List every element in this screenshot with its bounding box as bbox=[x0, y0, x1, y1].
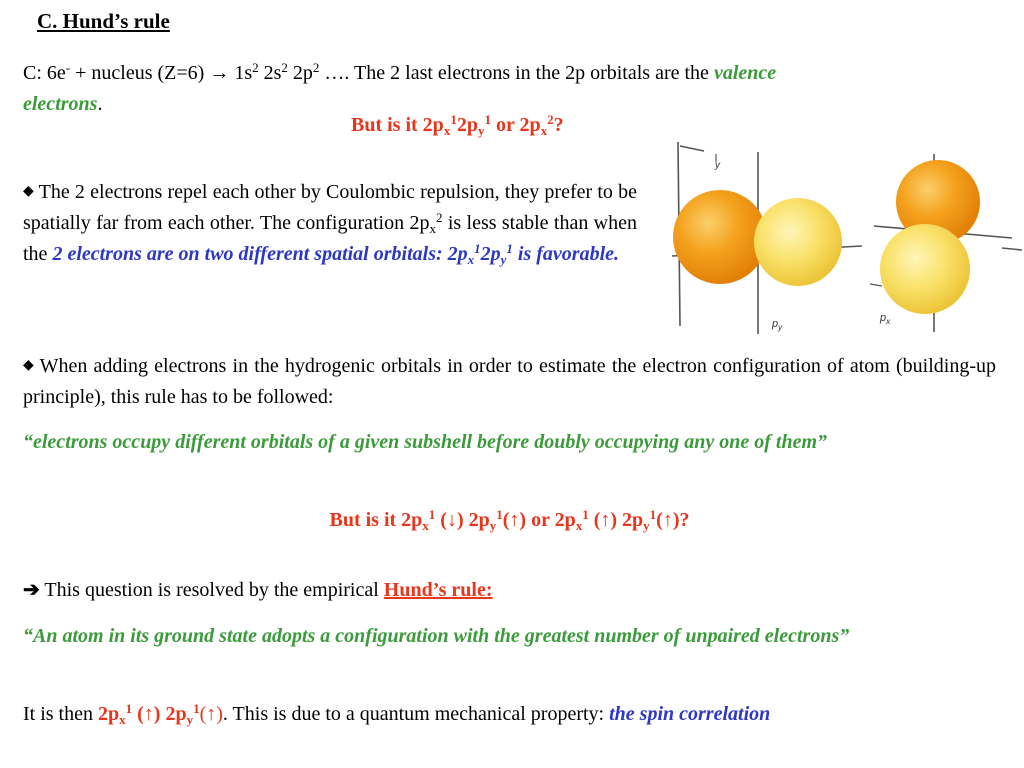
y-axis-label: y bbox=[715, 160, 720, 171]
spin-correlation-term: the spin correlation bbox=[609, 703, 771, 725]
px-orbital-drawing bbox=[870, 154, 1022, 332]
question-1: But is it $2p_x^12p_y^1$ or $2p_x^2$? bbox=[351, 111, 564, 138]
diamond-bullet-icon: ◆ bbox=[23, 184, 34, 199]
py-orbital-drawing bbox=[672, 142, 862, 334]
orbital-lobe-yellow bbox=[754, 198, 842, 286]
hunds-rule-quote: “An atom in its ground state adopts a configuration with the greatest number of unpaired electrons” bbox=[23, 625, 850, 647]
resolved-line: ➔ This question is resolved by the empirical Hund’s rule: bbox=[23, 579, 493, 601]
electrons-term: electrons bbox=[23, 93, 98, 115]
diamond-bullet-icon: ◆ bbox=[23, 358, 34, 373]
orbital-lobe-yellow bbox=[880, 224, 970, 314]
right-arrow-icon: ➔ bbox=[23, 579, 40, 601]
py-label: $p_y$ bbox=[772, 318, 783, 332]
slide-title: C. Hund’s rule bbox=[37, 9, 170, 33]
question-2: But is it $2p_x^1$ (↓) $2p_y^1(↑)$ or $2p_x^1$ (↑) $2p_y^1(↑)$? bbox=[329, 506, 690, 533]
p-orbitals-figure bbox=[662, 136, 1024, 340]
valence-term: valence bbox=[713, 62, 777, 84]
intro-paragraph: C: 6e- + nucleus $(Z=6) \to 1s^2$ $2s^2$ $2p^2$ …. The 2 last electrons in the 2p orbitals are the valence electrons. bbox=[23, 59, 777, 115]
repulsion-paragraph: ◆ The 2 electrons repel each other by Coulombic repulsion, they prefer to be spatially far from each other. The configuration $2p_x^2$ is less stable than when the 2 electrons are on two different spatial orbitals: $2p_x^12p_y^1$ is favorable. bbox=[23, 176, 637, 270]
building-up-paragraph: ◆ When adding electrons in the hydrogenic orbitals in order to estimate the electron configuration of atom (building-up principle), this rule has to be followed: bbox=[23, 350, 996, 413]
hunds-rule-term: Hund’s rule: bbox=[383, 579, 493, 601]
orbital-rule-quote: “electrons occupy different orbitals of a given subshell before doubly occupying any one of them” bbox=[23, 431, 828, 453]
px-label: $p_x$ bbox=[880, 312, 891, 326]
orbital-lobe-orange bbox=[673, 190, 767, 284]
conclusion-line: It is then $2p_x^1$ (↑) $2p_y^1(↑)$. This is due to a quantum mechanical property: the spin correlation bbox=[23, 700, 771, 727]
